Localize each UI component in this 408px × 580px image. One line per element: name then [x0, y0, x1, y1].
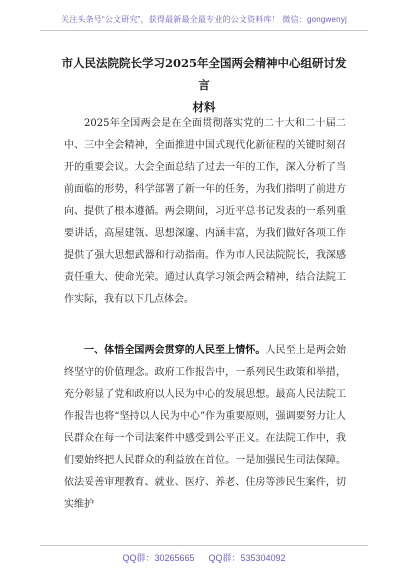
title-line-1: 市人民法院院长学习2025年全国两会精神中心组研讨发言	[61, 56, 347, 92]
title-line-2: 材料	[192, 100, 216, 114]
footer	[0, 551, 408, 564]
footer-divider	[40, 545, 368, 546]
footer-qq-group-1: QQ群：30265665	[122, 553, 195, 563]
paragraph-section-1	[64, 340, 346, 516]
footer-qq-group-2: QQ群：535304092	[208, 553, 286, 563]
paragraph-intro: 2025年全国两会是在全面贯彻落实党的二十大和二十届二中、三中全会精神，全面推进中国式现代化新征程的关键时刻召开的重要会议。大会全面总结了过去一年的工作，深入分析了当前面临的形势，科学部署了新一年的任务，为我们指明了前进方向、提供了根本遵循。两会期间，习近平总书记发表的一系列重要讲话，高屋建瓴、思想深邃、内涵丰富，为我们做好各项工作提供了强大思想武器和行动指南。作为市人民法院院长，我深感责任重大、使命光荣。通过认真学习领会两会精神，结合法院工作实际，我有以下几点体会。	[64, 118, 346, 305]
section-1-body: 人民至上是两会始终坚守的价值理念。政府工作报告中，一系列民生政策和举措，充分彰显了党和政府以人民为中心的发展思想。最高人民法院工作报告也将“坚持以人民为中心”作为重要原则，强调要努力让人民群众在每一个司法案件中感受到公平正义。在法院工作中，我们要始终把人民群众的利益放在首位。一是加强民生司法保障。依法妥善审理教育、就业、医疗、养老、住房等涉民生案件，切实维护	[64, 345, 347, 510]
header-divider	[40, 30, 368, 31]
document-title	[60, 52, 348, 118]
section-1-heading: 一、体悟全国两会贯穿的人民至上情怀。	[84, 345, 266, 356]
header-banner: 关注头条号“公文研究”，获得最新最全最专业的公文资料库！ 微信：gongwenyj	[61, 15, 347, 24]
